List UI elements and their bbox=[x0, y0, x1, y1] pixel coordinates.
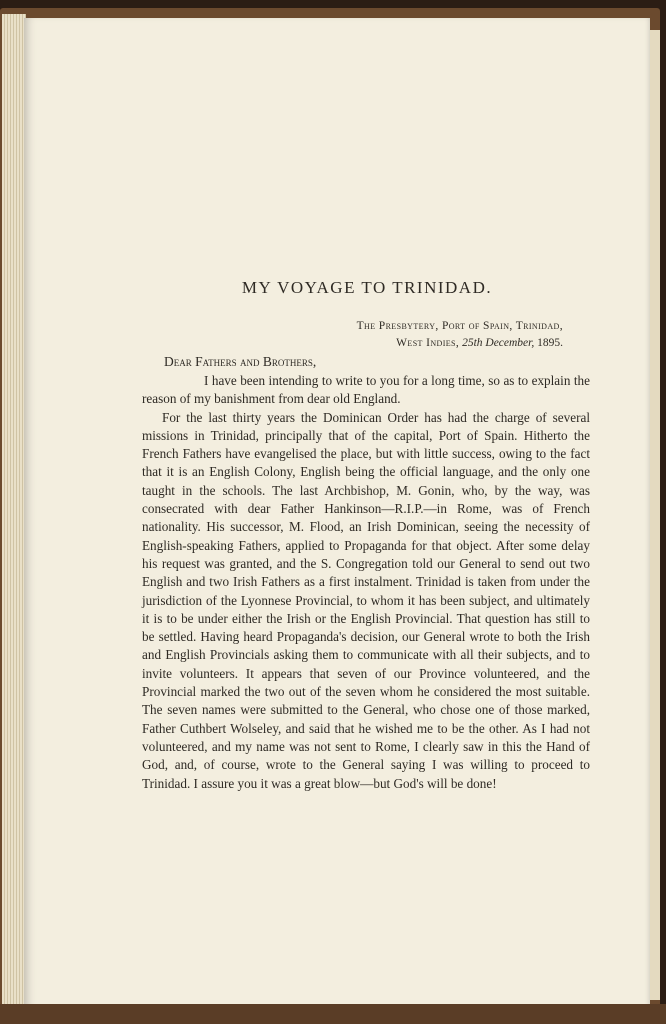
page-stack-edges bbox=[2, 14, 26, 1008]
address-place: West Indies, bbox=[396, 337, 460, 349]
paragraph-2: For the last thirty years the Dominican Order has had the charge of several missions in Trinidad, principally that of the capital, Port of Spain. Hitherto the French Fathers have evangelised the place, but with little success, owing to the fact that it is an English Colony, English being the official language, and the only one taught in the schools. The last Archbishop, M. Gonin, who, by the way, was consecrated with dear Father Hankinson—R.I.P.—in Rome, was of French nationality. His successor, M. Flood, an Irish Dominican, seeing the necessity of English-speaking Fathers, applied to Propaganda for that object. After some delay his request was granted, and the S. Congregation told our General to send out two English and two Irish Fathers as a first instalment. Trinidad is taken from under the jurisdiction of the Lyonnese Provincial, to whom it has been subject, and ultimately it is to be under either the Irish or the English Provincial. That question has still to be settled. Having heard Propaganda's decision, our General wrote to both the Irish and English Provincials asking them to communicate with all their subjects, and to invite volunteers. It appears that seven of our Province volunteered, and the Provincial marked the two out of the seven whom he considered the most suitable. The seven names were submitted to the General, who chose one of those marked, Father Cuthbert Wolseley, and said that he wished me to be the other. As I had not volunteered, and my name was not sent to Rome, I clearly saw in this the Hand of God, and, of course, wrote to the General saying I was willing to proceed to Trinidad. I assure you it was a great blow—but God's will be done! bbox=[142, 409, 590, 791]
bottom-board bbox=[0, 1004, 666, 1024]
chapter-title: MY VOYAGE TO TRINIDAD. bbox=[241, 278, 493, 297]
letter-body bbox=[142, 372, 590, 793]
address-date: 25th December, bbox=[462, 337, 535, 349]
letter-address bbox=[200, 318, 563, 352]
paragraph-1: I have been intending to write to you for a long time, so as to explain the reason of my banishment from dear old England. bbox=[142, 373, 590, 407]
address-year: 1895. bbox=[537, 337, 563, 349]
salutation: Dear Fathers and Brothers, bbox=[164, 354, 317, 369]
address-line-1: The Presbytery, Port of Spain, Trinidad, bbox=[356, 320, 563, 332]
right-page-edge bbox=[650, 30, 660, 1000]
